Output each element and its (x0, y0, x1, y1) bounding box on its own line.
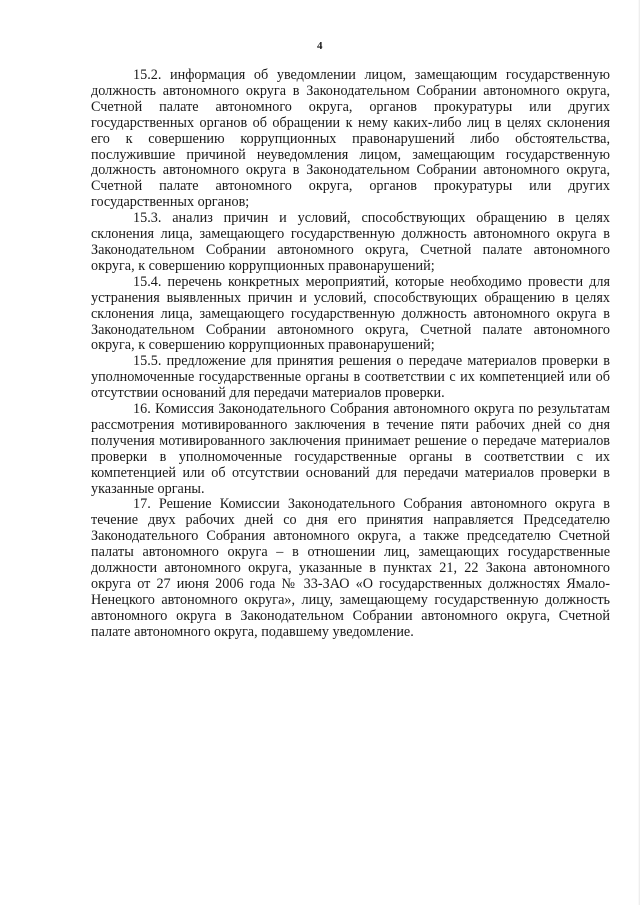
paragraph-17: 17. Решение Комиссии Законодательного Собрания автономного округа в течение двух рабочих дней со дня его принятия направляется Председателю Законодательного Собрания автономного округа, а также председателю Счетной палаты автономного округа – в отношении лиц, замещающих государственные должности автономного округа, указанные в пунктах 21, 22 Закона автономного округа от 27 июня 2006 года № 33-ЗАО «О государственных должностях Ямало-Ненецкого автономного округа», лицу, замещающему государственную должность автономного округа в Законодательном Собрании автономного округа, Счетной палате автономного округа, подавшему уведомление. (91, 496, 610, 640)
paragraph-15-3: 15.3. анализ причин и условий, способствующих обращению в целях склонения лица, замещающего государственную должность автономного округа в Законодательном Собрании автономного округа, Счетной палате автономного округа, к совершению коррупционных правонарушений; (91, 210, 610, 274)
paragraph-15-5: 15.5. предложение для принятия решения о передаче материалов проверки в уполномоченные государственные органы в соответствии с их компетенцией или об отсутствии оснований для передачи материалов проверки. (91, 353, 610, 402)
document-body (91, 68, 610, 641)
paragraph-16: 16. Комиссия Законодательного Собрания автономного округа по результатам рассмотрения мотивированного заключения в течение пяти рабочих дней со дня получения мотивированного заключения принимает решение о передаче материалов проверки в уполномоченные государственные органы в соответствии с их компетенцией или об отсутствии оснований для передачи материалов проверки в указанные органы. (91, 401, 610, 497)
page-number: 4 (317, 40, 323, 52)
paragraph-15-4: 15.4. перечень конкретных мероприятий, которые необходимо провести для устранения выявленных причин и условий, способствующих обращению в целях склонения лица, замещающего государственную должность автономного округа в Законодательном Собрании автономного округа, Счетной палате автономного округа, к совершению коррупционных правонарушений; (91, 273, 610, 354)
paragraph-15-2: 15.2. информация об уведомлении лицом, замещающим государственную должность автономного округа в Законодательном Собрании автономного округа, Счетной палате автономного округа, органов прокуратуры или других государственных органов об обращении к нему каких-либо лиц в целях склонения его к совершению коррупционных правонарушений либо обстоятельства, послужившие причиной неуведомления лицом, замещающим государственную должность автономного округа в Законодательном Собрании автономного округа, Счетной палате автономного округа, органов прокуратуры или других государственных органов; (91, 67, 610, 211)
